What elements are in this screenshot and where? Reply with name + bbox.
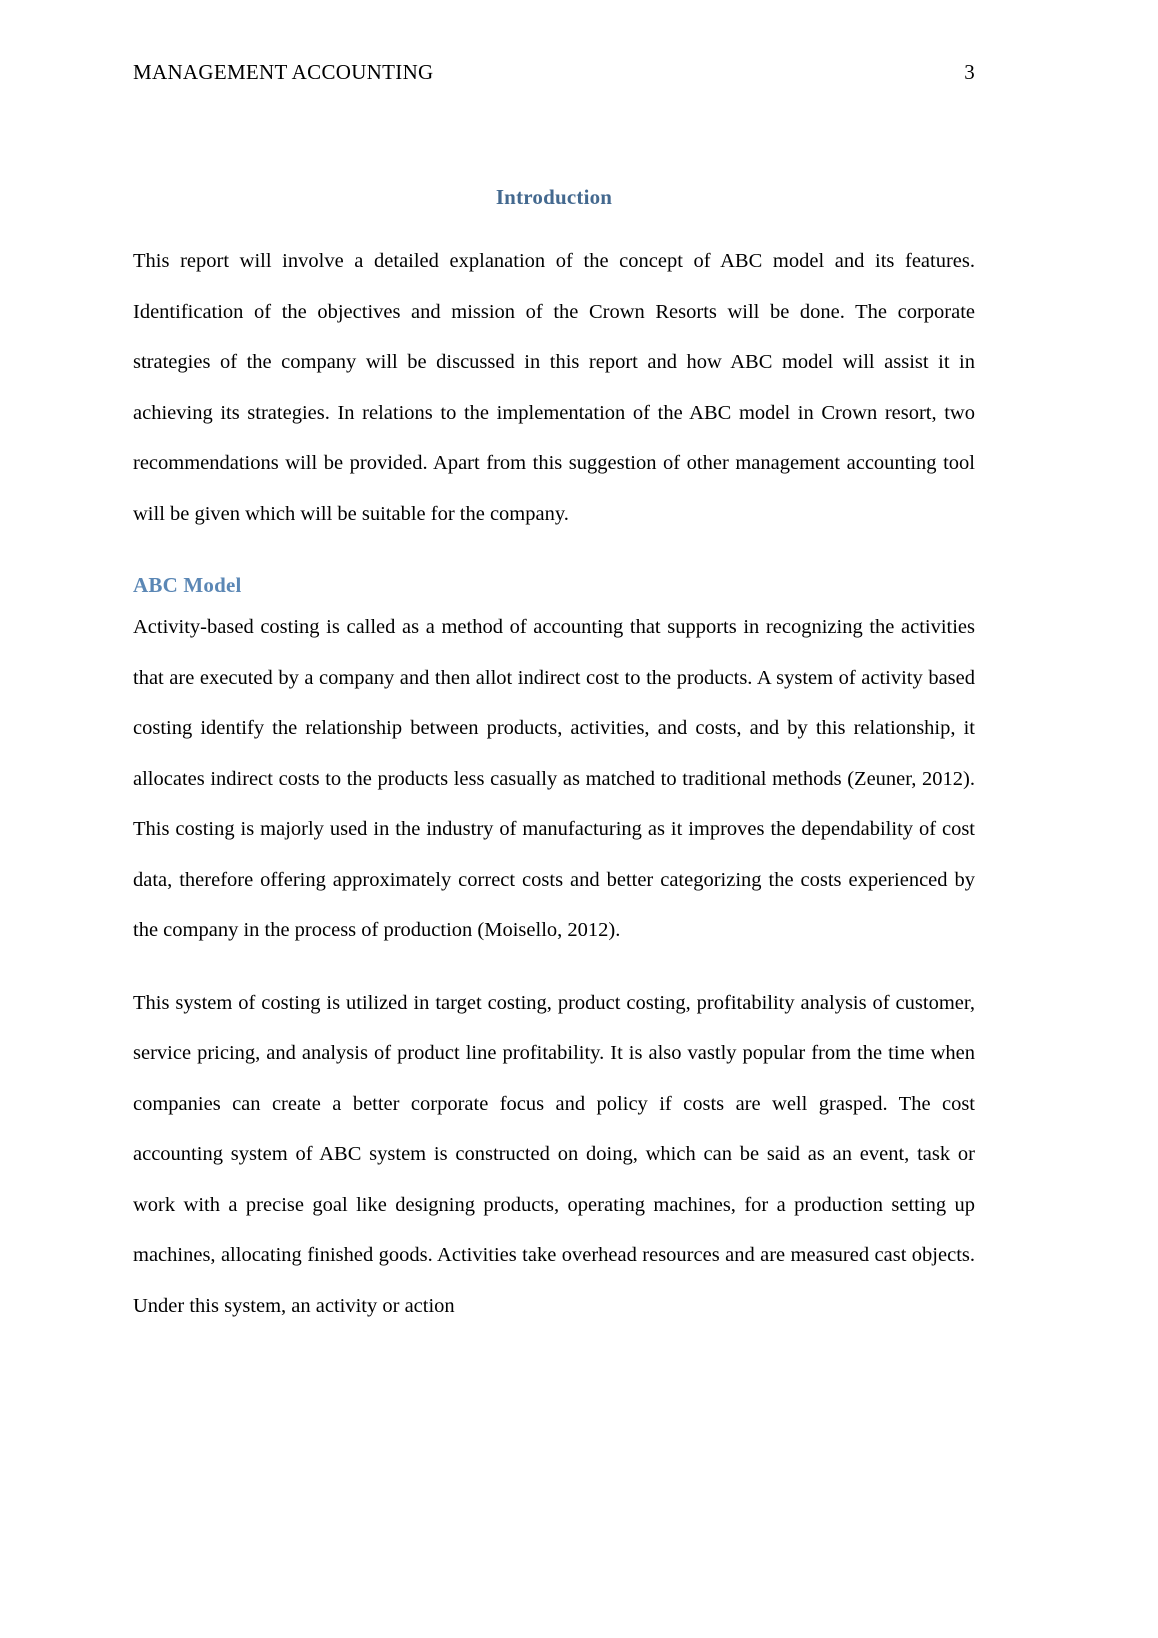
paragraph-introduction: This report will involve a detailed explanation of the concept of ABC model and its features. Identification of the objectives and mission of the Crown Resorts will be done. The corporate strategies of the company will be discussed in this report and how ABC model will assist it in achieving its strategies. In relations to the implementation of the ABC model in Crown resort, two recommendations will be provided. Apart from this suggestion of other management accounting tool will be given which will be suitable for the company. xyxy=(133,250,975,525)
page-content xyxy=(133,60,975,1331)
section-heading-introduction: Introduction xyxy=(495,185,613,209)
running-head xyxy=(133,60,975,85)
document-body xyxy=(133,185,975,1331)
page-number: 3 xyxy=(964,60,975,84)
paragraph-abc-model-1: Activity-based costing is called as a method of accounting that supports in recognizing the activities that are executed by a company and then allot indirect cost to the products. A system of activity based costing identify the relationship between products, activities, and costs, and by this relationship, it allocates indirect costs to the products less casually as matched to traditional methods (Zeuner, 2012). This costing is majorly used in the industry of manufacturing as it improves the dependability of cost data, therefore offering approximately correct costs and better categorizing the costs experienced by the company in the process of production (Moisello, 2012). xyxy=(133,616,975,941)
paragraph-abc-model-2: This system of costing is utilized in target costing, product costing, profitability analysis of customer, service pricing, and analysis of product line profitability. It is also vastly popular from the time when companies can create a better corporate focus and policy if costs are well grasped. The cost accounting system of ABC system is constructed on doing, which can be said as an event, task or work with a precise goal like designing products, operating machines, for a production setting up machines, allocating finished goods. Activities take overhead resources and are measured cast objects. Under this system, an activity or action xyxy=(133,991,975,1317)
subsection-heading-abc-model: ABC Model xyxy=(133,573,242,597)
running-head-title: MANAGEMENT ACCOUNTING xyxy=(133,60,434,84)
